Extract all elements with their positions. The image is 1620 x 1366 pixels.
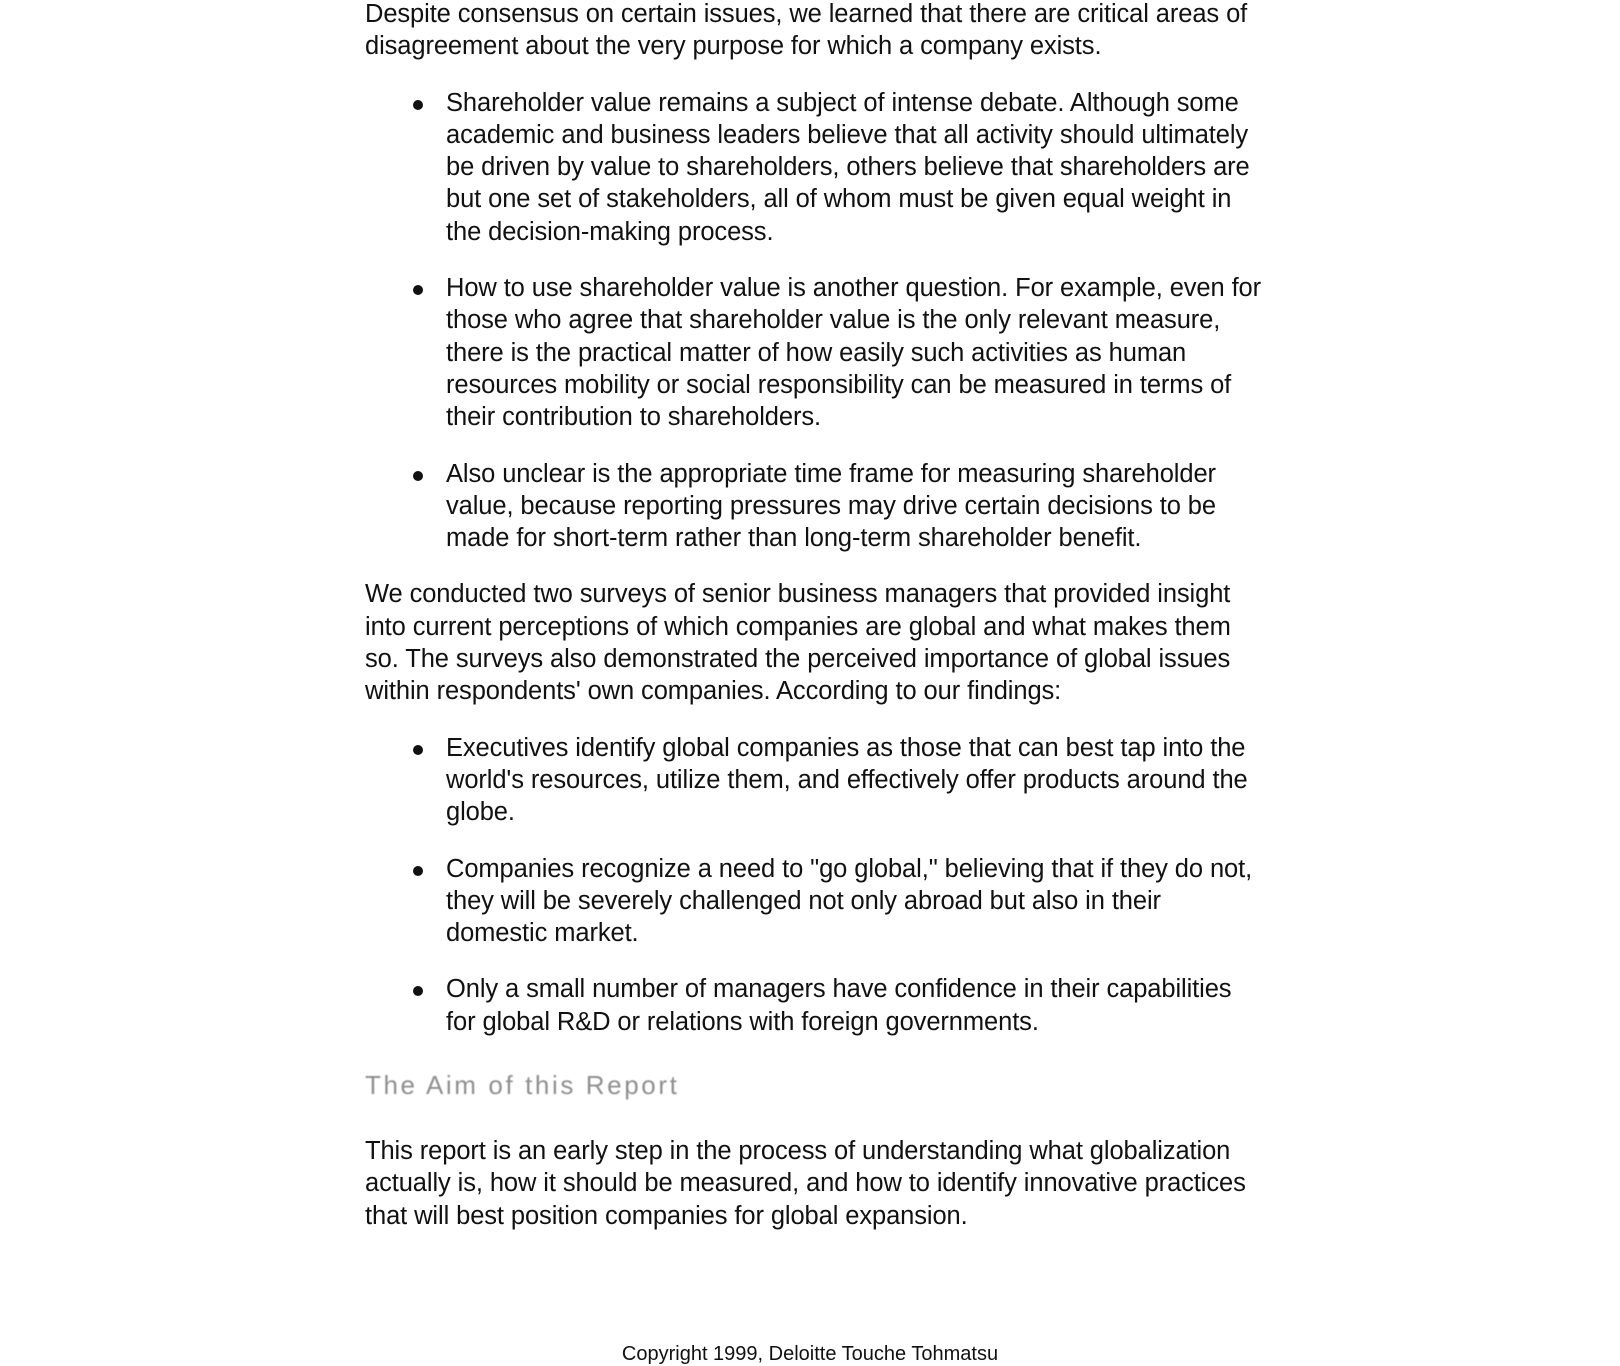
copyright-footer: Copyright 1999, Deloitte Touche Tohmatsu: [621, 1343, 999, 1365]
list-item: [365, 272, 1265, 433]
disagreement-list: [365, 87, 1265, 555]
bullet-dot-icon: [413, 471, 423, 481]
bullet-dot-icon: [413, 986, 423, 996]
section-heading: The Aim of this Report: [365, 1070, 680, 1101]
list-item-text: Executives identify global companies as those that can best tap into the world's resources, utilize them, and effectively offer products around the globe.: [446, 733, 1248, 827]
surveys-paragraph: We conducted two surveys of senior business managers that provided insight into current perceptions of which companies are global and what makes them so. The surveys also demonstrated the perceived importance of global issues within respondents' own companies. According to our findings:: [365, 580, 1231, 706]
list-item: [365, 973, 1265, 1038]
bullet-dot-icon: [413, 100, 423, 110]
list-item: [365, 458, 1265, 555]
bullet-dot-icon: [413, 285, 423, 295]
findings-list: [365, 732, 1265, 1038]
list-item-text: Also unclear is the appropriate time frame for measuring shareholder value, because reporting pressures may drive certain decisions to be made for short-term rather than long-term shareholder benefit.: [446, 459, 1216, 553]
list-item-text: Only a small number of managers have confidence in their capabilities for global R&D or relations with foreign governments.: [446, 975, 1232, 1036]
list-item-text: Companies recognize a need to "go global," believing that if they do not, they will be severely challenged not only abroad but also in their domestic market.: [446, 854, 1253, 948]
list-item-text: Shareholder value remains a subject of intense debate. Although some academic and business leaders believe that all activity should ultimately be driven by value to shareholders, others believe that shareholders are but one set of stakeholders, all of whom must be given equal weight in the decision-making process.: [446, 88, 1250, 246]
bullet-dot-icon: [413, 745, 423, 755]
list-item: [365, 853, 1265, 950]
list-item: [365, 732, 1265, 829]
document-body: [365, 0, 1265, 1232]
list-item: [365, 87, 1265, 248]
list-item-text: How to use shareholder value is another question. For example, even for those who agree that shareholder value is the only relevant measure, there is the practical matter of how easily such activities as human resources mobility or social responsibility can be measured in terms of their contribution to shareholders.: [446, 274, 1262, 432]
aim-paragraph: This report is an early step in the process of understanding what globalization actually is, how it should be measured, and how to identify innovative practices that will best position companies for global expansion.: [365, 1137, 1246, 1230]
intro-paragraph: Despite consensus on certain issues, we learned that there are critical areas of disagreement about the very purpose for which a company exists.: [365, 0, 1248, 61]
bullet-dot-icon: [413, 866, 423, 876]
